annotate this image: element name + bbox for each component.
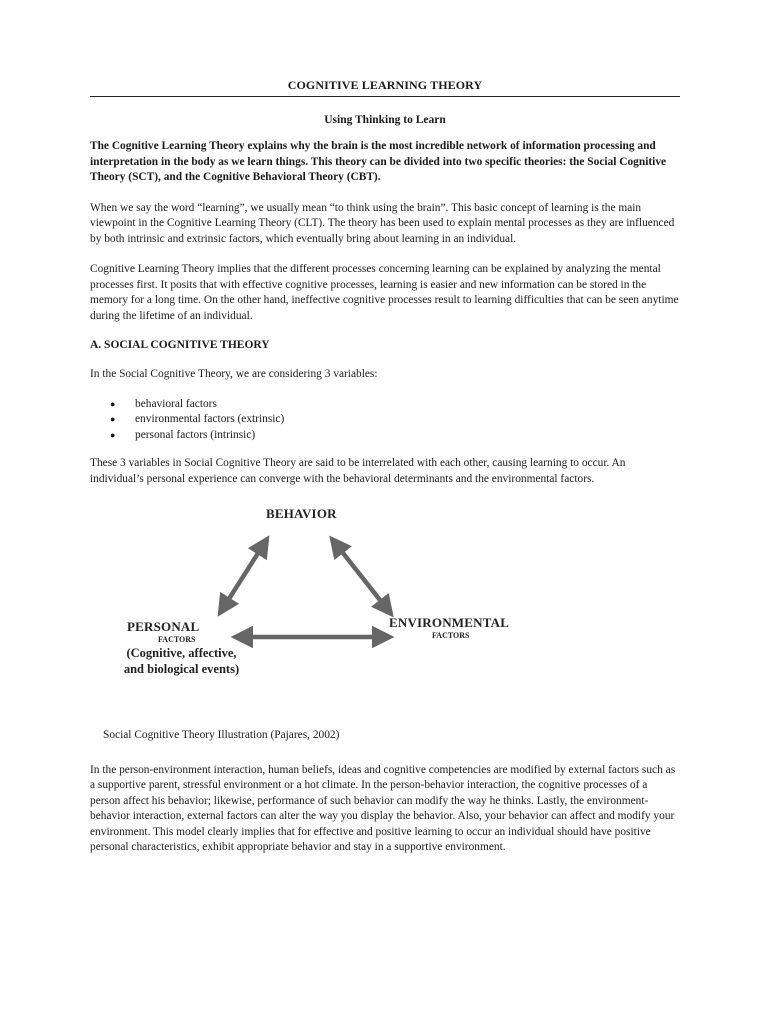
title-underline: [90, 96, 680, 97]
behavior-personal-arrow: [220, 539, 267, 613]
closing-paragraph: In the person-environment interaction, human beliefs, ideas and cognitive competencies are modified by external factors such as a supportive parent, stressful environment or a hot climate. In the person-behavior interaction, the cognitive processes of a person affect his behavior; likewise, performance of such behavior can modify the way he thinks. Lastly, the environment-behavior interaction, external factors can alter the way you display the behavior. Also, your behavior can affect and modify your environment. This model clearly implies that for effective and positive learning to occur an individual should have positive personal characteristics, exhibit appropriate behavior and stay in a supportive environment.: [90, 763, 676, 853]
section-lead-paragraph: In the Social Cognitive Theory, we are considering 3 variables:: [90, 368, 378, 380]
triad-arrows: [90, 501, 680, 726]
bullet-icon: ●: [110, 398, 116, 409]
document-page: [90, 78, 680, 856]
variables-list: [90, 397, 680, 444]
behavior-environmental-arrow: [332, 539, 391, 614]
list-item-text: personal factors (intrinsic): [135, 428, 256, 441]
bullet-icon: ●: [110, 429, 116, 440]
personal-detail-line-1: (Cognitive, affective,: [126, 646, 237, 660]
social-cognitive-theory-diagram: [90, 501, 680, 726]
list-item-text: behavioral factors: [135, 397, 217, 410]
section-heading-social-cognitive-theory: A. SOCIAL COGNITIVE THEORY: [90, 339, 270, 351]
personal-node-label: PERSONAL: [127, 619, 200, 634]
list-item: [110, 412, 680, 428]
after-list-paragraph: These 3 variables in Social Cognitive Theory are said to be interrelated with each other, causing learning to occur. An individual’s personal experience can converge with the behavioral determinants and the environmental factors.: [90, 457, 626, 485]
bullet-icon: ●: [110, 414, 116, 424]
personal-node-sublabel: FACTORS: [158, 635, 196, 644]
behavior-node-label: BEHAVIOR: [266, 506, 337, 521]
list-item-text: environmental factors (extrinsic): [135, 413, 285, 425]
personal-detail-line-2: and biological events): [123, 662, 240, 676]
body-paragraph-1: When we say the word “learning”, we usually mean “to think using the brain”. This basic concept of learning is the main viewpoint in the Cognitive Learning Theory (CLT). The theory has been used to explain mental processes as they are influenced by both intrinsic and extrinsic factors, which eventually bring about learning in an individual.: [90, 201, 675, 245]
body-paragraph-2: Cognitive Learning Theory implies that the different processes concerning learning can be explained by analyzing the mental processes first. It posits that with effective cognitive processes, learning is easier and new information can be stored in the memory for a long time. On the other hand, ineffective cognitive processes result to learning difficulties that can be seen anytime during the lifetime of an individual.: [90, 263, 679, 322]
document-subtitle: Using Thinking to Learn: [324, 114, 446, 126]
environmental-node-label: ENVIRONMENTAL: [389, 615, 510, 630]
intro-paragraph: The Cognitive Learning Theory explains why the brain is the most incredible network of information processing and interpretation in the body as we learn things. This theory can be divided into two specific theories: the Social Cognitive Theory (SCT), and the Cognitive Behavioral Theory (CBT).: [90, 140, 667, 183]
document-title: COGNITIVE LEARNING THEORY: [287, 78, 483, 92]
figure-caption: Social Cognitive Theory Illustration (Pajares, 2002): [103, 729, 340, 741]
list-item: [110, 428, 680, 444]
environmental-node-sublabel: FACTORS: [432, 631, 470, 640]
list-item: [110, 397, 680, 413]
personal-node-detail: [104, 645, 259, 677]
